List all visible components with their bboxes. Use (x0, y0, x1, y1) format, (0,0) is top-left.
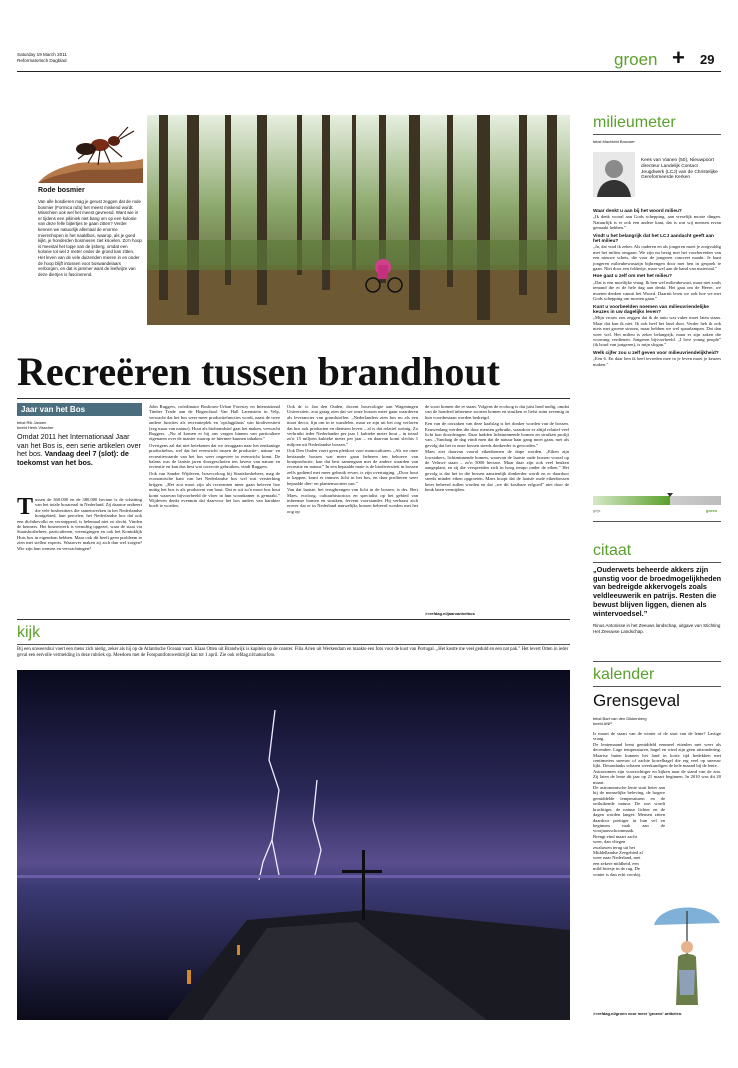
milieumeter-title: milieumeter (593, 114, 676, 131)
page-number: 29 (700, 52, 715, 67)
section-label: groen (614, 50, 658, 69)
question-2: Vindt u het belangrijk dat het LCJ aandacht geeft aan het milieu? (593, 233, 714, 245)
col4-para-a: de soort bomen die er staan. Volgens de ecoloog is dat juist hard nodig, omdat van de honderd inheemse soorten bomen en struiken er liefst ruim zeventig in hun voortbestaan worden bedreigd. (425, 404, 569, 420)
score-marker (667, 493, 673, 497)
forest-photo (147, 115, 570, 325)
score-fill (593, 496, 670, 505)
storm-photo (17, 670, 570, 1020)
col3-para-b: Ook Den Ouden voert geen pleidooi voor monoculturen. „Als we onze bestaande bossen wat meer gaan beheren ten behoeve van houtproductie, kan dat best samengaan met de andere waarden van recreatie en natuur.” In een bepaalde mate is de biodiversiteit in bossen zelfs gediend met meer gebruik ervan, is zijn overtuiging. „Door hout te kappen, komt er immers licht in het bos, en daar profiteren weer bepaalde dier- en plantensoorten van.” (287, 448, 418, 486)
kalender-rule (593, 686, 721, 687)
plus-icon: + (672, 45, 685, 70)
article-intro (17, 433, 142, 467)
citaat-rule (593, 562, 721, 563)
kalender-link[interactable]: >>refdag.nl/groen voor meer 'groene' artikelen. (593, 1011, 683, 1016)
article-byline: tekst Rik Jansen beeld Henk Visscher (17, 420, 54, 430)
article-col-1 (17, 494, 142, 552)
article-col-2 (149, 404, 280, 510)
headline-rule (17, 398, 570, 399)
citaat-source: Rinus Antonisse in het Zeeuws landschap, uitgave van Stichting Het Zeeuwse Landschap. (593, 623, 721, 634)
citaat-rule-top (593, 521, 721, 522)
col1-text: ussen de 360.000 en de 380.000 hectare is de schatting van het totale bosareaal in Nederland. Zij daartoe ontbeert die vele bosbezitters die samenwerken in het Nederlandse houtgebied, hun percelen, het Nederlandse bos dat ook een dichtbevolkt en versnipperd, is helemaal niet zo slecht. Vinden de kenners. Het bosnetwerk is vernuftig opgezet, waar de staat via Staatsbosbeheer, particulieren, verenigingen en ook het Koninklijk Huis bos in eigendom hebben. Maar ook dit heeft geen probleem te zien met stellen experts. Waarover maken zij zich dan wel zorgen? Wie zijn hun wensen en verwachtingen? (17, 497, 142, 551)
col4-para-c: Maes ziet daarvan vooral eikenbomen de dupe worden. „Eiken zijn lowstakers, lichtminnende bomen, waarvan de laatste oude bossen vooral op de Veluwe staan – zo'n 5000 hectare. Maar daar zijn ook veel beuken aangeplant, en zij die verspreiden zich in hoog tempo onder de eiken.” Het gevolg is dat het in die bossen aanzienlijk donkerder wordt en er daardoor steeds minder eiken opgroeien. Maes koopt dat de laatste oude eikenbossen beter beheerd zullen worden en dat „we dit kostbare erfgoed” niet door de beuk laten vermijden. (425, 449, 569, 493)
answer-2: „Ja, dat vind ik zeker. Als ouderen en als jongeren moet je zorgvuldig met het milieu omgaan. We zijn nu bezig met het voorbereiden van een nieuwe schets, die voor de jongeren concreet maakt. Je kunt jongeren milieubewustzijn bijbrengen door met hen in gesprek te gaan. Niet door een foldertje, maar wel aan de hand van materiaal.” (593, 244, 721, 272)
kalender-p3: Astronomen zijn voorzichtiger en kijken naar de stand van de zon. Zij laten de lente dit jaar op 21 maart beginnen. In 2010 was dit 20 maart. (593, 768, 721, 785)
answer-5: „Een 6. En daar ben ik heel tevreden mee in je leven moet je keuzes maken.” (593, 356, 721, 367)
milieumeter-byline: tekst Machteld Brouwer (593, 139, 635, 144)
col2-para-a: John Ruggers, coördinator Bosbouw-Urban Forestry en International Timber Trade aan de Hogeschool Van Hall Larenstein in Velp, verwacht dat het bos weer meer productiefuncties wordt, naast de twee andere functies als recreatieplek en 'opslagplaats' van biodiversiteit (zeg maar van natuur). Hout als biobrandstof gaat het maken, verwacht Ruggers. „Nu al komen er bij ons vragen binnen van particuliere eigenaren over de manier waarop ze hiermee kunnen inhaken.” (149, 404, 280, 442)
citaat-title: citaat (593, 542, 632, 559)
kalender-heading: Grensgeval (593, 691, 680, 710)
scale-left-label: grijs (593, 508, 601, 513)
kalender-byline: tekst Bart van den Dikkenberg beeld ANP (593, 716, 647, 726)
question-5: Welk cijfer zou u zelf geven voor milieuvriendelijkheid? (593, 350, 719, 356)
milieumeter-rule (593, 134, 721, 135)
kijk-title: kijk (17, 624, 41, 641)
kalender-p4: De astronomische lente stuit beter aan bij de menselijke beleving, de hogere gemiddelde temperaturen en de ontluikende natuur. De zon wordt krachtiger, de natuur lichter en de dagen worden langer. Mensen zitten daardoor prettiger in hun vel en beginnen vaak aan de voorjaarsschoonmaak. (593, 785, 665, 834)
article-col-3 (287, 404, 418, 515)
article-label: Jaar van het Bos (21, 405, 86, 414)
kalender-p2: De lentemaand leent gemiddeld eenmeel ettenlen met weer als december. Lage temperaturen, hagel en wind zijn geen uitzondering. Maartse buien kunnen het land in korte tijd bedekken met centimeters sneeuw of zachte korrelhagel die erg veel op sneeuw lijkt. Desondanks scharen weerkundigen de hele maand bij de lente. (593, 741, 721, 769)
bosmier-body: Van alle bosdieren mag je gerust zeggen dat de rode bosmier (Formica rufa) het meest miskend wordt. Misschien ook wel het meest gevreesd. Want wie is er tijdens een pikiniek niet bang om op een kolonie van deze felle bijtertjes te gaan zitten? Verder kennen we natuurlijk allemaal de enorme mierenhopen in het naaldbos, waarop, als je goed kijkt, je honderden bosmieren ziet krioelen. Zo'n hoop is meestal het topje van de ijsberg, omdat een kolonie tot wel 2 meter onder de grond kan zitten. Het leven van de vele duizenden mieren in en onder de hoop blijft intussen voor boswandelaars verborgen, en dat is jammer want de leefwijze van deze diertjes is fascinerend. (38, 199, 142, 277)
kalender-body (593, 731, 721, 877)
answer-3: „Dat is een moeilijke vraag. Ik ben wel milieubewust, maar niet zoals iemand die er de hele dag aan denkt. Het gaat om de Heere, we moeten denken vanuit het Woord. Daarnit leren we ook hoe we met Gods schepping om moeten gaan.” (593, 279, 721, 302)
person-icon (593, 152, 635, 197)
col4-para-b: Een van de oorzaken van deze kaalslag is het donker worden van de bossen. Eeuwenlang werden die door mensen gebruikt, waardoor er altijd relatief veel licht kon doordringen. Daar hadden lichtminnende bomen en struiken profijt van. „Vandaag de dag vindt men dat de natuur haar gang moet gaan, met als gevolg dat het in onze bossen steeds donkerder is geworden.” (425, 421, 569, 448)
kalender-p1: Is maart de staart van de winter of de start van de lente? Lastige vraag. (593, 731, 721, 742)
col2-para-c: Ook van Sander Wijdeven, boseccoloog bij Staatsbosbeheer, mag de economische kant van het Nederlandse bos wel wat versterking krijgen. „Het zou mooi zijn als recreanten meer gaan beleven hoe nuttig het bos is als producent van hout. Dat er uit zo'n mooi bos hout komt waarvan bijvoorbeeld de vloer in hun woonkamer is gemaakt.” Wijdeven denkt evenmin dat daarvoor het bos anders van karakter hoeft te worden. (149, 470, 280, 509)
header-date: Saturday 19 March 2011 (17, 52, 67, 57)
headline: Recreëren tussen brandhout (17, 349, 500, 394)
citaat-quote: „Ouderwets beheerde akkers zijn gunstig voor de broedmogelijkheden van bedreigde akkervogels zoals veldleeuwerik en patrijs. Resten die bewust blijven liggen, dienen als wintervoedsel.” (593, 565, 722, 618)
ant-photo (38, 123, 143, 183)
umbrella-photo (650, 895, 722, 1005)
kalender-p5: Brengt eind maart zacht weer, dan vliegen zwaluwen terug uit het Middellandse Zeegebied al weer naar Nederland, met een zekere mildheid, een mild briesje in de rug. De winter is dan echt voorbij. (593, 833, 643, 877)
bosmier-title: Rode bosmier (38, 187, 85, 194)
intro-text: Omdat 2011 het Internationaal Jaar van het Bos is, een serie artikelen over het bos. (17, 432, 141, 459)
scale-right-label: groen (706, 508, 718, 513)
question-3: Hoe gaat u zelf om met het milieu? (593, 274, 672, 280)
score-scale (593, 496, 721, 505)
dropcap: T (17, 494, 34, 520)
kalender-title: kalender (593, 666, 655, 683)
portrait-photo (593, 152, 635, 197)
header-rule (17, 71, 721, 72)
kijk-rule-top (17, 619, 570, 620)
answer-4: „Mijn vrouw zou zeggen dat ik de auto wat vaker moet laten staan. Maar dat kan ik niet. Ik ook heel het land door. Verder heb ik ook niets met groene stroom, maar hebben we wel spaarlampen. Dat dan weer wel. Het milieu is zeker belangrijk, maar er zijn zaken die voorrang verdienen. Jongeren bijvoorbeeld. „I love young people” (ik houd van jongeren), is mijn slogan.” (593, 315, 721, 348)
kijk-rule (17, 644, 570, 645)
article-label-bar (17, 403, 142, 416)
col3-para-a: Ook dr. ir. Jan den Ouden, docent bosecologie aan Wageningen Universiteit, zou graag zien dat we onze bossen meer gaan waarderen als leverancier van grondstoffen. „Nederlanders zien bos nu als een mooi decor, fijn om in te wandelen, maar ze zijn uit het oog verloren dat bos ook producten en diensten levert – al is dat relatief weinig. Zo verbruikt ieder Nederlander per jaar 1 kubieke meter hout – in totaal zo'n 15 miljoen kubieke meter per jaar – en daarvan komt slechts 1 miljoen uit Nederlandse bossen.” (287, 404, 418, 447)
kijk-caption: Bij een onweersbui voert een mens zich nietig, zeker als hij op de Atlantische Oceaan vaart. Klaas Otten uit Brandwijk is kapitein op de coaster. Filia Arien uit Werkendam en maakte een foto voor de kust van Portugal. „Het kostte me veel geduld en een nat pak.” Het levert Otten in ieder geval een eervolle vermelding in deze rubriek op. Meedoen met de Fotopuntfotowedstrijd kan tot 1 april. Zie ook refdag.nl/natuurfoto. (17, 647, 569, 658)
header-meta (17, 52, 67, 63)
question-1: Waar denkt u aan bij het woord milieu? (593, 209, 682, 214)
person-info: Kees van Vianen (50), Nieuwpoort directeur Landelijk Contact Jeugdwerk (LCJ) van de Christelijke Gereformeerde Kerken (641, 158, 718, 181)
col2-para-b: Overigens zal dat niet betekenen dat we teruggaan naar het eenkantige productiebos, wel dat het evenwicht tussen de productie-, natuur- en recreatiewaarde van het bos weer ongeveer in evenwicht komt. De balans was de laatste jaren doorgeschoten ten faveur van natuur en recreatie en kan dus best wat correctie gebruiken, vindt Ruggers. (149, 442, 280, 470)
article-link[interactable]: >>refdag.nl/jaarvanhetbos (425, 611, 475, 616)
header-paper: Reformatorisch Dagblad (17, 57, 67, 63)
intro-bold: Vandaag deel 7 (slot): de toekomst van het bos. (17, 449, 129, 467)
article-col-4 (425, 404, 569, 494)
col3-para-c: Van dat laatste, het terugbrengen van licht in de bossen, is drs. Bert Maes, ecoloog, cultuurhistoricus en specialist op het gebied van inheemse bomen en struiken, fervent voorstander. Hij verbaast zich erover dat er in Nederland nauwelijks bossen beheerd worden met het oog op (287, 487, 418, 514)
kalender-rule-top (593, 661, 721, 662)
umbrella-icon (650, 895, 722, 1005)
ant-icon (38, 123, 143, 183)
answer-1: „Ik denk vooral aan Gods schepping, aan vreselijk mooie dingen. Natuurlijk is er ook een andere kant, dat is wat wij mensen ervan gemaakt hebben.” (593, 214, 721, 231)
question-4: Kunt u voorbeelden noemen van milieuvriendelijke keuzes in uw dagelijks leven? (593, 304, 709, 315)
interview (593, 206, 721, 367)
